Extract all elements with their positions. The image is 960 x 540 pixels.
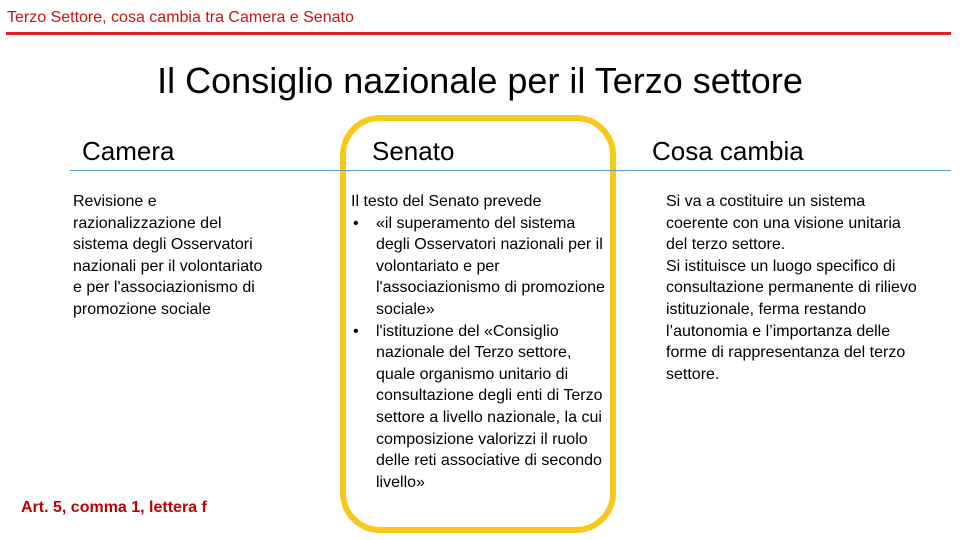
senato-intro: Il testo del Senato prevede xyxy=(351,193,542,210)
cosa-cambia-content xyxy=(666,191,918,385)
senato-bullet: • l'istituzione del «Consiglio nazionale del Terzo settore, quale organismo unitario di consultazione degli enti di Terzo settore a livello nazionale, la cui composizione valorizzi il ruolo delle reti associative di secondo livello» xyxy=(351,321,613,494)
senato-content xyxy=(351,191,613,493)
header-label: Terzo Settore, cosa cambia tra Camera e Senato xyxy=(7,9,354,26)
cosa-cambia-paragraph: Si va a costituire un sistema coerente con una visione unitaria del terzo settore. xyxy=(666,193,901,254)
column-heading-senato: Senato xyxy=(372,136,455,166)
article-reference: Art. 5, comma 1, lettera f xyxy=(21,499,207,516)
column-heading-camera: Camera xyxy=(82,136,175,166)
camera-text: Revisione e razionalizzazione del sistema degli Osservatori nazionali per il volontariato e per l'associazionismo di promozione sociale xyxy=(73,193,263,318)
senato-bullet: • «il superamento del sistema degli Osservatori nazionali per il volontariato e per l'associazionismo di promozione sociale» xyxy=(351,213,613,321)
cosa-cambia-paragraph: Si istituisce un luogo specifico di consultazione permanente di rilievo istituzionale, ferma restando l’autonomia e l’importanza delle forme di rappresentanza del terzo settore. xyxy=(666,257,917,383)
column-divider xyxy=(70,170,951,171)
slide-title: Il Consiglio nazionale per il Terzo settore xyxy=(157,60,803,101)
senato-bullet-list xyxy=(351,213,613,494)
header-divider xyxy=(6,32,951,35)
column-heading-cosa-cambia: Cosa cambia xyxy=(652,136,804,166)
